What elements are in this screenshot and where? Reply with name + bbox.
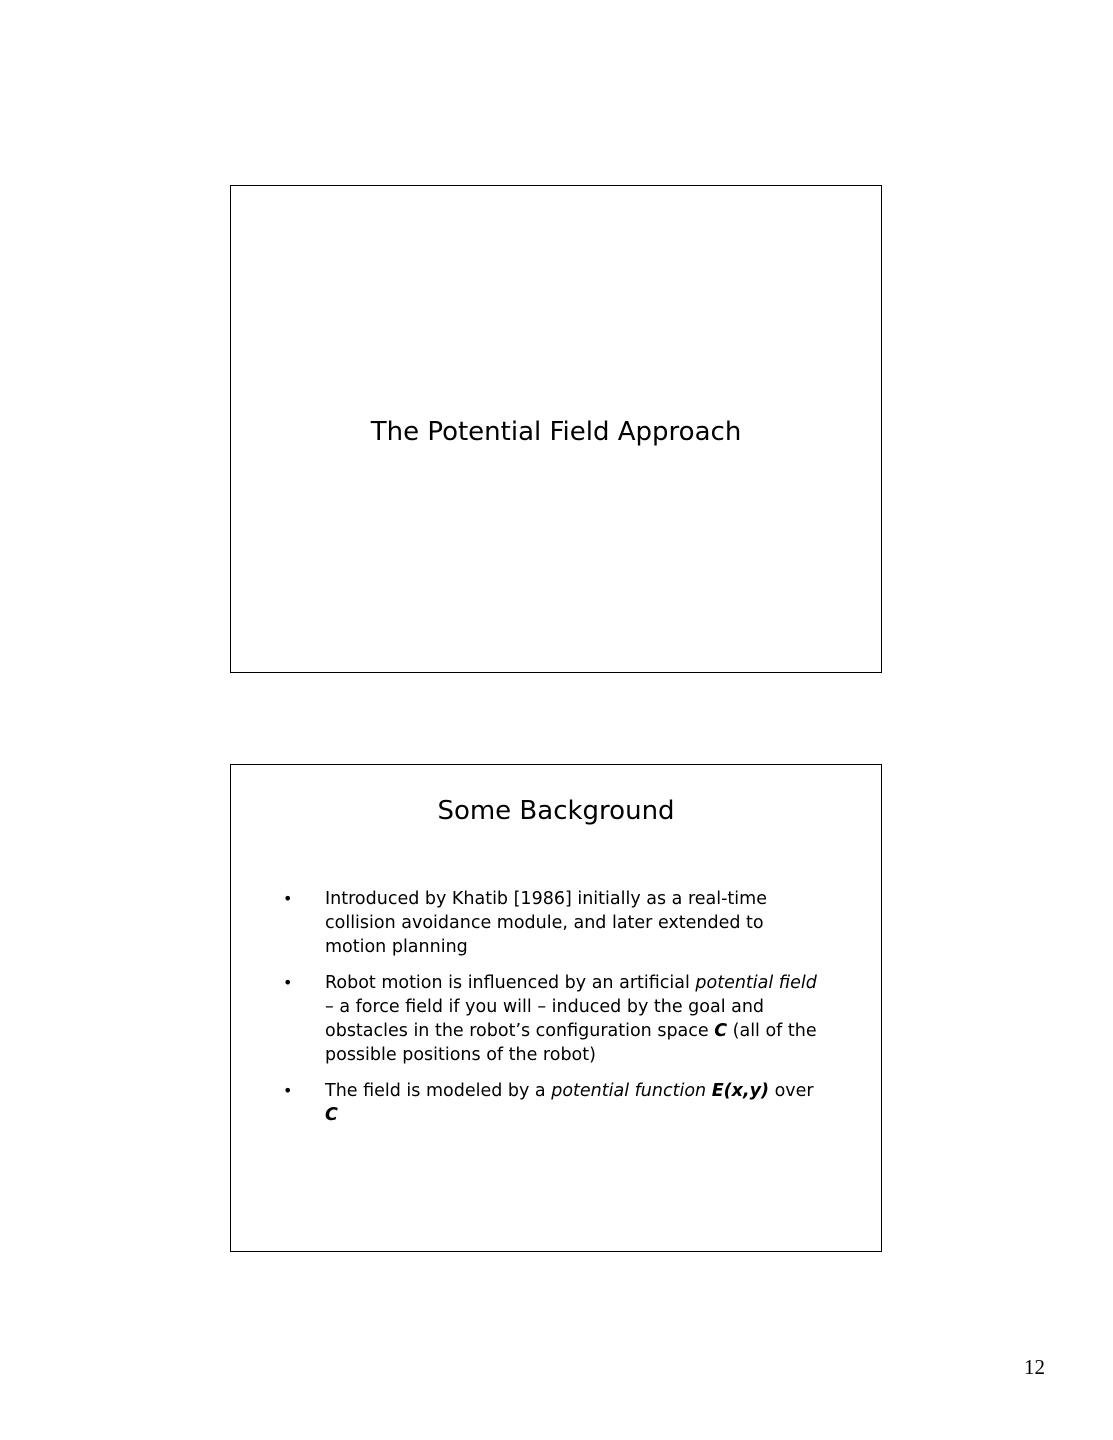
bullet-3-part-5: over <box>769 1081 814 1101</box>
bullet-2-part-5: (all of the possible positions of the robot) <box>325 1021 817 1065</box>
bullet-item-3 <box>279 1079 824 1127</box>
bullet-marker: • <box>283 889 293 908</box>
slide-2 <box>230 764 882 1252</box>
bullet-marker: • <box>283 1081 293 1100</box>
bullet-3-text <box>325 1081 814 1125</box>
bullet-1-text: Introduced by Khatib [1986] initially as a real-time collision avoidance module, and later extended to motion planning <box>325 889 767 957</box>
bullet-list <box>279 887 824 1139</box>
bullet-2-part-1: Robot motion is influenced by an artificial <box>325 973 696 993</box>
bullet-marker: • <box>283 973 293 992</box>
bullet-2-term-potential-field: potential field <box>695 973 817 993</box>
bullet-item-1 <box>279 887 824 959</box>
bullet-3-part-1: The field is modeled by a <box>325 1081 552 1101</box>
page-number: 12 <box>1024 1355 1045 1379</box>
bullet-2-text <box>325 973 817 1065</box>
slide-2-title: Some Background <box>437 796 675 826</box>
bullet-item-2 <box>279 971 824 1067</box>
bullet-2-symbol-c: C <box>714 1021 728 1041</box>
bullet-3-symbol-c: C <box>325 1105 338 1125</box>
slide-1-title: The Potential Field Approach <box>370 417 742 447</box>
bullet-2-part-3: – a force field if you will – induced by the goal and obstacles in the robot’s configuration space <box>325 997 765 1041</box>
bullet-3-symbol-exy: E(x,y) <box>711 1081 769 1101</box>
slide-1 <box>230 185 882 673</box>
bullet-3-term-potential-function: potential function <box>551 1081 707 1101</box>
